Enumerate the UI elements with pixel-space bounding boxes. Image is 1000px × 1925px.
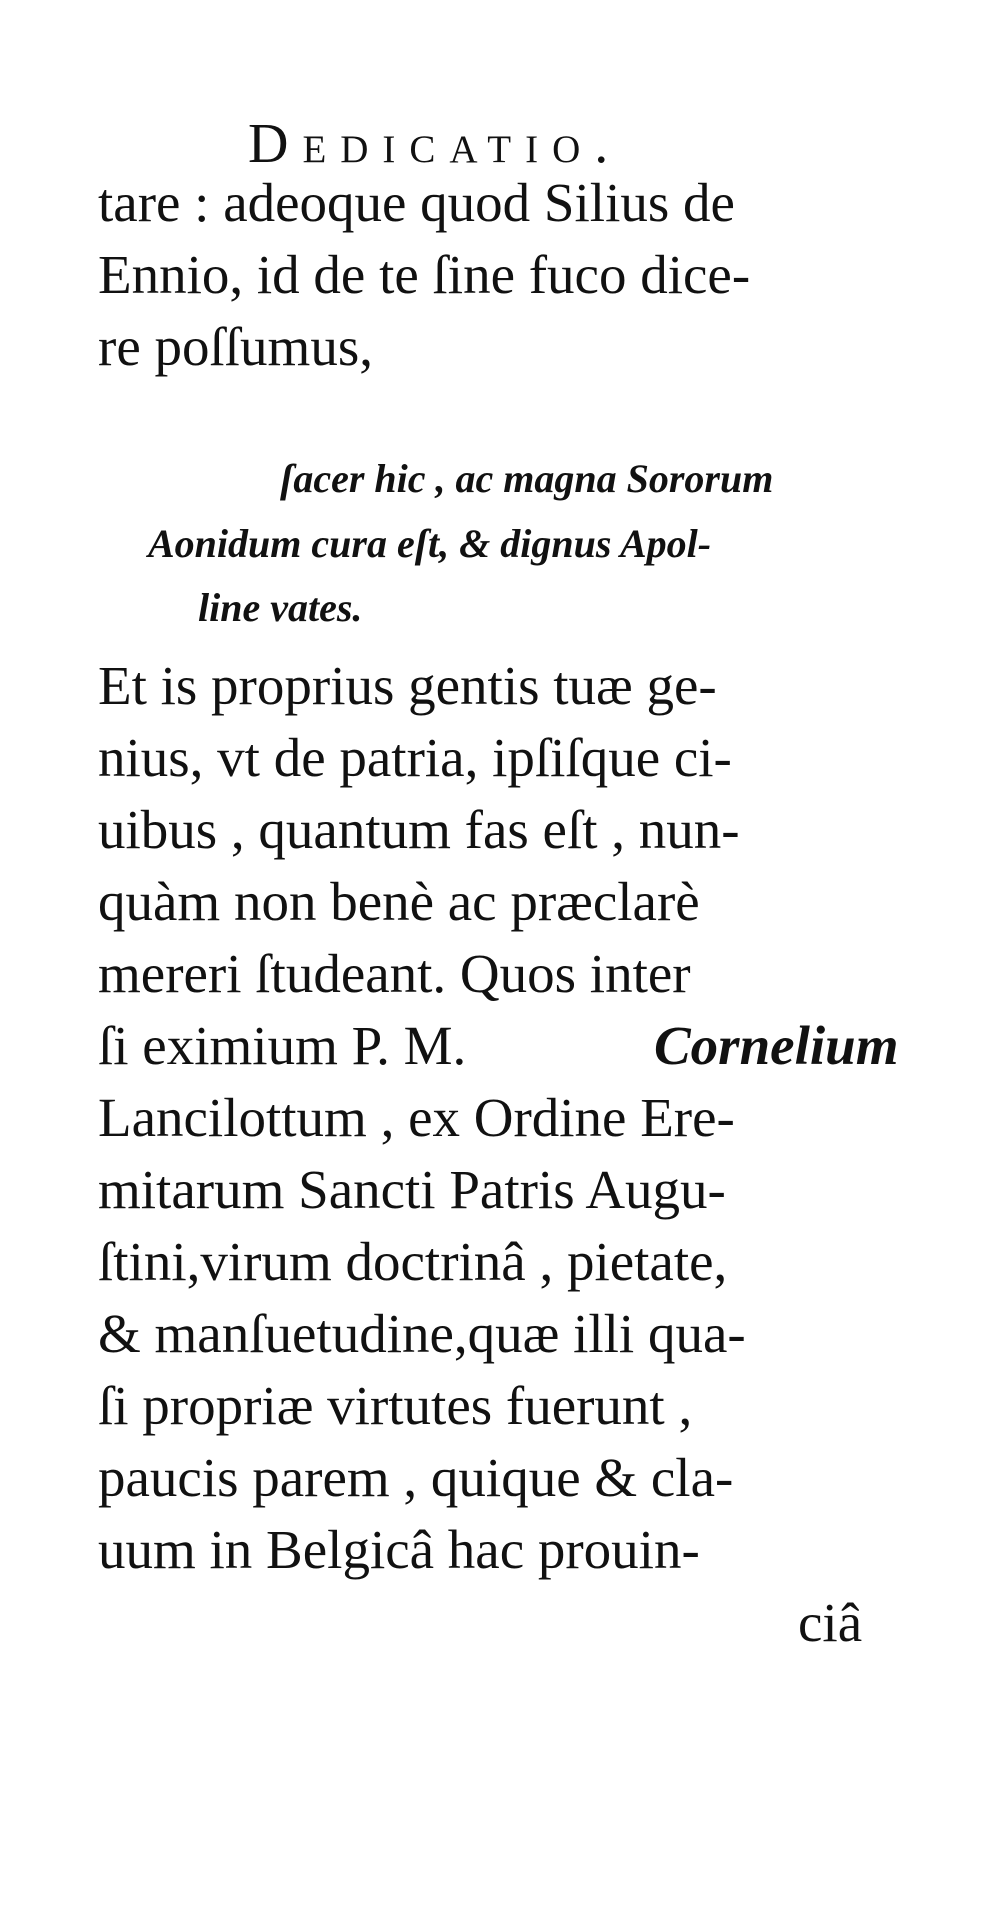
italic-name: Cornelium bbox=[654, 1015, 899, 1076]
running-head: Dedicatio. bbox=[248, 113, 623, 175]
book-page: Dedicatio. tare : adeoque quod Silius de Ennio, id de te ſine fuco dice- re poſſumus, ſacer hic , ac magna Sororum Aonidum cura eſt, & dignus Apol- line vates. Et is proprius gentis tuæ ge- nius, vt de patria, ipſiſque ci- uibus , quantum fas eſt , nun- quàm non benè ac præclarè mereri ſtudeant. Quos inter ſi eximium P. M. Cornelium Lancilottum , ex Ordine Ere- mitarum Sancti Patris Augu- ſtini,virum doctrinâ , pietate, & manſuetudine,quæ illi qua- ſi propriæ virtutes fuerunt , paucis parem , quique & cla- uum in Belgicâ hac prouin- ciâ bbox=[0, 0, 1000, 1925]
